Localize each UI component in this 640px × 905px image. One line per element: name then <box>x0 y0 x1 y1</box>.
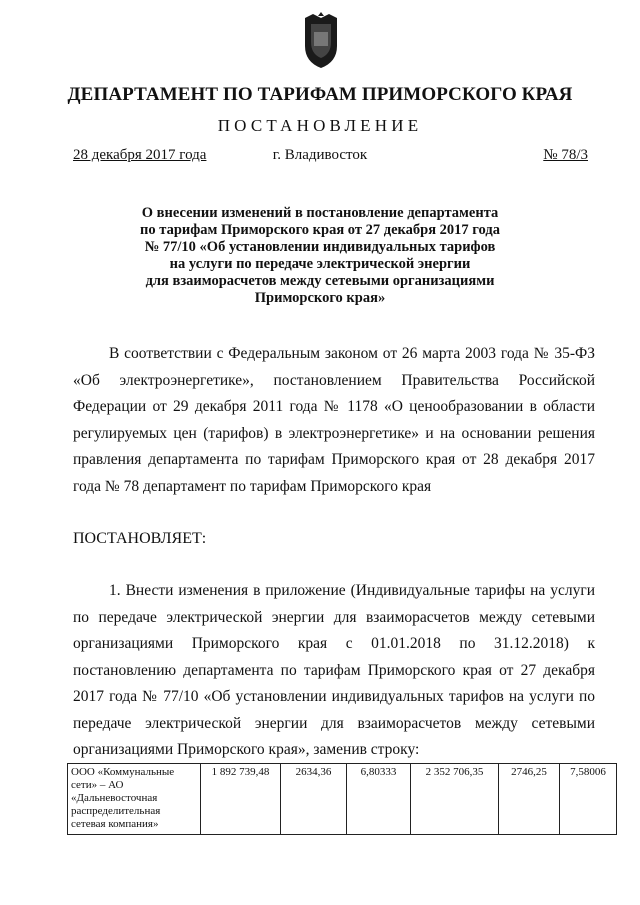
table-cell-organizations: ООО «Коммунальные сети» – АО «Дальневосточная распределительная сетевая компания» <box>68 764 201 835</box>
preamble-paragraph: В соответствии с Федеральным законом от 26 марта 2003 года № 35-ФЗ «Об электроэнергетике», постановлением Правительства Российской Федерации от 29 декабря 2011 года № 1178 «О ценообразовании в области регулируемых цен (тарифов) в электроэнергетике» и на основании решения правления департамента по тарифам Приморского края от 28 декабря 2017 года № 78 департамент по тарифам Приморского края <box>73 345 595 495</box>
resolves-heading: ПОСТАНОВЛЯЕТ: <box>73 530 207 547</box>
table-cell: 6,80333 <box>347 764 411 835</box>
title-line: № 77/10 «Об установлении индивидуальных тарифов <box>144 239 496 255</box>
title-line: О внесении изменений в постановление департамента <box>141 205 499 221</box>
coat-of-arms-icon <box>301 12 341 70</box>
title-line: по тарифам Приморского края от 27 декабря 2017 года <box>140 222 500 238</box>
table-cell: 7,58006 <box>560 764 617 835</box>
table-cell: 2634,36 <box>281 764 347 835</box>
document-number: № 78/3 <box>543 147 588 163</box>
tariff-table <box>67 763 617 835</box>
table-cell: 2746,25 <box>499 764 560 835</box>
title-line: Приморского края» <box>254 290 386 306</box>
document-title <box>60 205 580 307</box>
title-line: на услуги по передаче электрической энергии <box>169 256 471 272</box>
table-cell: 1 892 739,48 <box>201 764 281 835</box>
document-city: г. Владивосток <box>272 147 368 163</box>
document-type: ПОСТАНОВЛЕНИЕ <box>217 116 423 135</box>
document-date: 28 декабря 2017 года <box>73 147 207 163</box>
title-line: для взаиморасчетов между сетевыми организациями <box>145 273 495 289</box>
table-cell: 2 352 706,35 <box>411 764 499 835</box>
department-name: ДЕПАРТАМЕНТ ПО ТАРИФАМ ПРИМОРСКОГО КРАЯ <box>67 84 573 105</box>
item-1-paragraph: 1. Внести изменения в приложение (Индивидуальные тарифы на услуги по передаче электрической энергии для взаиморасчетов между сетевыми организациями Приморского края с 01.01.2018 по 31.12.2018) к постановлению департамента по тарифам Приморского края от 27 декабря 2017 года № 77/10 «Об установлении индивидуальных тарифов на услуги по передаче электрической энергии для взаиморасчетов между сетевыми организациями Приморского края», заменив строку: <box>73 582 595 758</box>
table-row <box>68 764 617 835</box>
